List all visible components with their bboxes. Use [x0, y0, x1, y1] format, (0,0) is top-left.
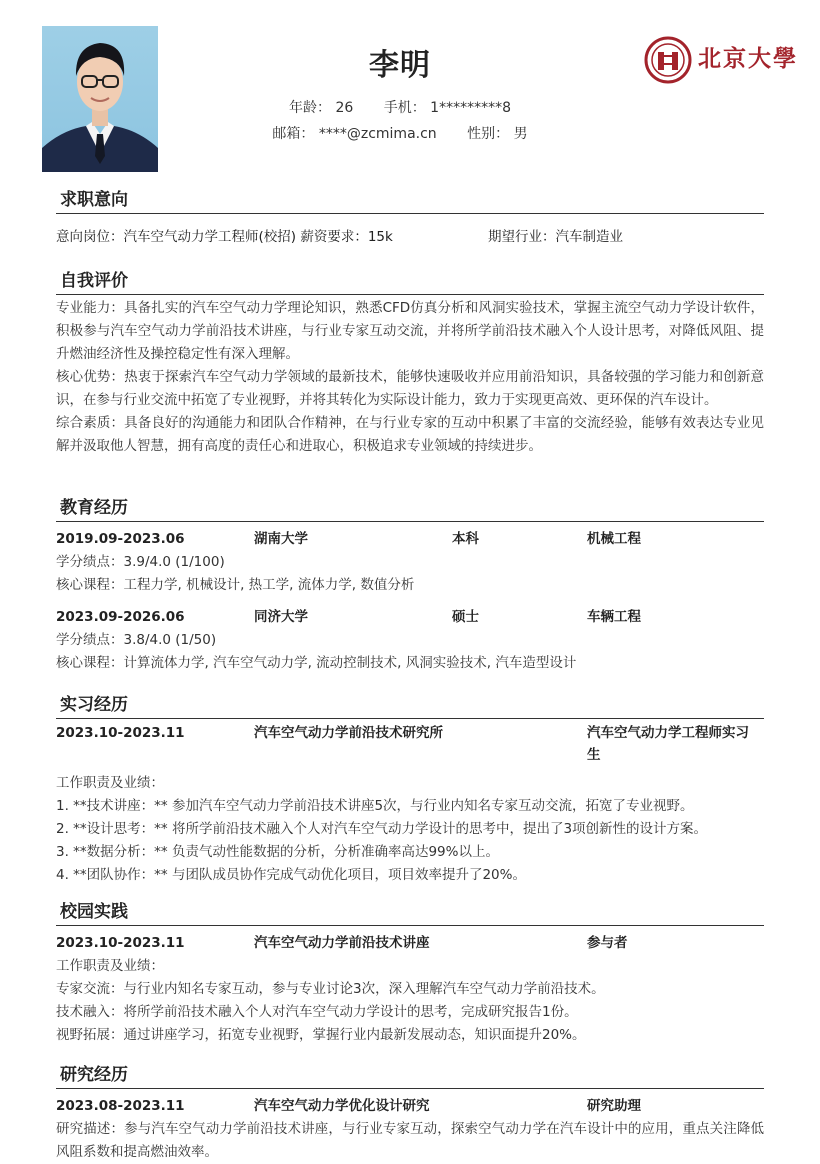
- duty-item: 2. **设计思考：** 将所学前沿技术融入个人对汽车空气动力学设计的思考中，提出了3项创新性的设计方案。: [56, 821, 708, 837]
- edu-gpa: 学分绩点：3.8/4.0 (1/50): [56, 632, 217, 648]
- gender-value: 男: [513, 126, 528, 142]
- edu-period: 2019.09-2023.06: [56, 531, 185, 547]
- duty-item: 技术融入：将所学前沿技术融入个人对汽车空气动力学设计的思考，完成研究报告1份。: [56, 1004, 578, 1020]
- campus-period: 2023.10-2023.11: [56, 935, 185, 951]
- edu-gpa: 学分绩点：3.9/4.0 (1/100): [56, 554, 225, 570]
- internship-role: 汽车空气动力学工程师实习: [587, 725, 749, 741]
- duty-item: 4. **团队协作：** 与团队成员协作完成气动优化项目，项目效率提升了20%。: [56, 867, 526, 883]
- info-row-1: [0, 97, 800, 117]
- campus-role: 参与者: [587, 935, 628, 951]
- gender-field: [467, 123, 527, 143]
- self-eval-paragraph: 专业能力：具备扎实的汽车空气动力学理论知识，熟悉CFD仿真分析和风洞实验技术，掌握主流空气动力学设计软件，积极参与汽车空气动力学前沿技术讲座，与行业专家互动交流，并将所学前沿技术融入个人设计思考，对降低风阻、提升燃油经济性及操控稳定性有深入理解。: [56, 300, 764, 362]
- edu-period: 2023.09-2026.06: [56, 609, 185, 625]
- education-entry: [56, 528, 764, 597]
- section-job-intent: [56, 187, 764, 249]
- phone-field: [384, 97, 511, 117]
- intended-position: 意向岗位：汽车空气动力学工程师(校招) 薪资要求：15k: [56, 229, 393, 245]
- email-value: ****@zcmima.cn: [318, 126, 437, 142]
- research-period: 2023.08-2023.11: [56, 1098, 185, 1114]
- edu-degree: 本科: [452, 531, 479, 547]
- section-research: [56, 1062, 764, 1164]
- internship-org: 汽车空气动力学前沿技术研究所: [254, 725, 443, 741]
- phone-value: 1*********8: [430, 100, 511, 116]
- section-title: 求职意向: [56, 187, 764, 214]
- section-title: 实习经历: [56, 692, 764, 719]
- campus-header: [56, 932, 764, 955]
- duty-item: 3. **数据分析：** 负责气动性能数据的分析，分析准确率高达99%以上。: [56, 844, 499, 860]
- internship-header: [56, 722, 764, 770]
- section-title: 自我评价: [56, 268, 764, 295]
- expected-industry: 期望行业：汽车制造业: [488, 229, 623, 245]
- gender-label: 性别：: [467, 126, 510, 142]
- section-campus-practice: [56, 899, 764, 1047]
- education-entry: [56, 606, 764, 675]
- section-title: 教育经历: [56, 495, 764, 522]
- duty-item: 专家交流：与行业内知名专家互动，参与专业讨论3次，深入理解汽车空气动力学前沿技术。: [56, 981, 605, 997]
- age-field: [289, 97, 353, 117]
- duty-label: 工作职责及业绩：: [56, 775, 164, 791]
- duty-label: 工作职责及业绩：: [56, 958, 164, 974]
- section-self-evaluation: [56, 268, 764, 458]
- candidate-name: 李明: [369, 48, 431, 83]
- edu-school: 湖南大学: [254, 531, 308, 547]
- duty-item: 1. **技术讲座：** 参加汽车空气动力学前沿技术讲座5次，与行业内知名专家互动交流，拓宽了专业视野。: [56, 798, 694, 814]
- email-field: [272, 123, 436, 143]
- duty-item: 视野拓展：通过讲座学习，拓宽专业视野，掌握行业内最新发展动态，知识面提升20%。: [56, 1027, 586, 1043]
- internship-period: 2023.10-2023.11: [56, 725, 185, 741]
- job-intent-row: [56, 226, 764, 249]
- self-eval-paragraph: 核心优势：热衷于探索汽车空气动力学领域的最新技术，能够快速吸收并应用前沿知识，具备较强的学习能力和创新意识，在参与行业交流中拓宽了专业视野，并将其转化为实际设计能力，致力于实现更高效、更环保的汽车设计。: [56, 369, 764, 408]
- edu-degree: 硕士: [452, 609, 479, 625]
- internship-role-cont: 生: [587, 747, 601, 763]
- campus-org: 汽车空气动力学前沿技术讲座: [254, 935, 430, 951]
- email-label: 邮箱：: [272, 126, 315, 142]
- section-title: 校园实践: [56, 899, 764, 926]
- university-logo-text: 北京大學: [698, 45, 798, 72]
- self-eval-paragraph: 综合素质：具备良好的沟通能力和团队合作精神，在与行业专家的互动中积累了丰富的交流经验，能够有效表达专业见解并汲取他人智慧，拥有高度的责任心和进取心，积极追求专业领域的持续进步。: [56, 415, 764, 454]
- research-header: [56, 1095, 764, 1118]
- age-label: 年龄：: [288, 100, 331, 116]
- phone-label: 手机：: [383, 100, 426, 116]
- info-row-2: [0, 123, 800, 143]
- edu-major: 机械工程: [587, 531, 641, 547]
- edu-major: 车辆工程: [587, 609, 641, 625]
- age-value: 26: [335, 100, 354, 116]
- research-role: 研究助理: [587, 1098, 641, 1114]
- section-education: [56, 495, 764, 675]
- research-description: 研究描述：参与汽车空气动力学前沿技术讲座，与行业专家互动，探索空气动力学在汽车设计中的应用，重点关注降低风阻系数和提高燃油效率。: [56, 1121, 764, 1160]
- edu-courses: 核心课程：工程力学, 机械设计, 热工学, 流体力学, 数值分析: [56, 577, 415, 593]
- edu-courses: 核心课程：计算流体力学, 汽车空气动力学, 流动控制技术, 风洞实验技术, 汽车造型设计: [56, 655, 577, 671]
- edu-school: 同济大学: [254, 609, 308, 625]
- research-project: 汽车空气动力学优化设计研究: [254, 1098, 430, 1114]
- section-internship: [56, 692, 764, 887]
- section-title: 研究经历: [56, 1062, 764, 1089]
